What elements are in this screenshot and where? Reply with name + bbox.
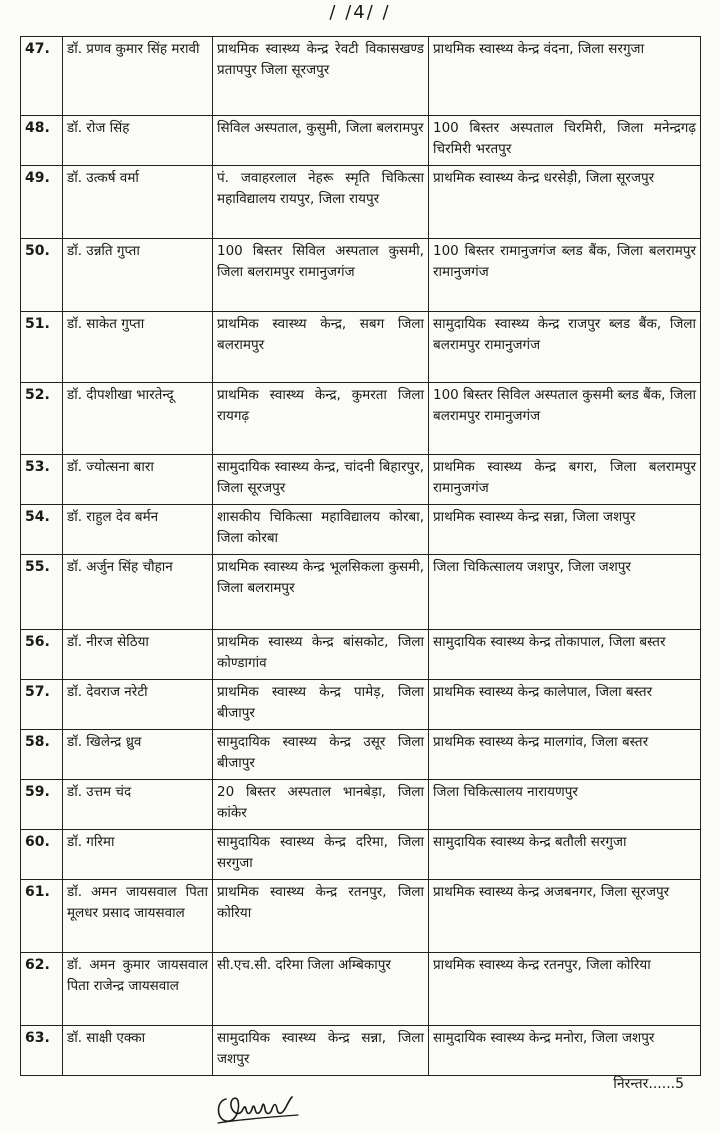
serial-number: 55. bbox=[21, 555, 63, 630]
officer-name: डॉ. प्रणव कुमार सिंह मरावी bbox=[63, 37, 213, 116]
current-posting: सी.एच.सी. दरिमा जिला अम्बिकापुर bbox=[213, 953, 429, 1026]
current-posting: शासकीय चिकित्सा महाविद्यालय कोरबा, जिला कोरबा bbox=[213, 505, 429, 555]
continued-note: निरन्तर......5 bbox=[613, 1076, 684, 1092]
officer-name: डॉ. उत्कर्ष वर्मा bbox=[63, 166, 213, 239]
current-posting: प्राथमिक स्वास्थ्य केन्द्र, सबग जिला बलरामपुर bbox=[213, 312, 429, 383]
table-row bbox=[21, 37, 701, 116]
officer-name: डॉ. दीपशीखा भारतेन्दू bbox=[63, 383, 213, 455]
current-posting: प्राथमिक स्वास्थ्य केन्द्र रेवटी विकासखण्ड प्रतापपुर जिला सूरजपुर bbox=[213, 37, 429, 116]
new-posting: सामुदायिक स्वास्थ्य केन्द्र राजपुर ब्लड बैंक, जिला बलरामपुर रामानुजगंज bbox=[429, 312, 701, 383]
officer-name: डॉ. अर्जुन सिंह चौहान bbox=[63, 555, 213, 630]
table-row bbox=[21, 780, 701, 830]
new-posting: प्राथमिक स्वास्थ्य केन्द्र बगरा, जिला बलरामपुर रामानुजगंज bbox=[429, 455, 701, 505]
table-row bbox=[21, 116, 701, 166]
officer-name: डॉ. साकेत गुप्ता bbox=[63, 312, 213, 383]
officer-name: डॉ. ज्योत्सना बारा bbox=[63, 455, 213, 505]
table-row bbox=[21, 730, 701, 780]
table-row bbox=[21, 680, 701, 730]
new-posting: प्राथमिक स्वास्थ्य केन्द्र रतनपुर, जिला कोरिया bbox=[429, 953, 701, 1026]
new-posting: सामुदायिक स्वास्थ्य केन्द्र तोकापाल, जिला बस्तर bbox=[429, 630, 701, 680]
serial-number: 57. bbox=[21, 680, 63, 730]
new-posting: 100 बिस्तर रामानुजगंज ब्लड बैंक, जिला बलरामपुर रामानुजगंज bbox=[429, 239, 701, 312]
officer-name: डॉ. राहुल देव बर्मन bbox=[63, 505, 213, 555]
table-row bbox=[21, 630, 701, 680]
serial-number: 56. bbox=[21, 630, 63, 680]
new-posting: प्राथमिक स्वास्थ्य केन्द्र मालगांव, जिला बस्तर bbox=[429, 730, 701, 780]
serial-number: 47. bbox=[21, 37, 63, 116]
current-posting: 100 बिस्तर सिविल अस्पताल कुसमी, जिला बलरामपुर रामानुजगंज bbox=[213, 239, 429, 312]
new-posting: जिला चिकित्सालय नारायणपुर bbox=[429, 780, 701, 830]
serial-number: 63. bbox=[21, 1026, 63, 1076]
table-row bbox=[21, 555, 701, 630]
current-posting: सामुदायिक स्वास्थ्य केन्द्र सन्ना, जिला जशपुर bbox=[213, 1026, 429, 1076]
current-posting: सामुदायिक स्वास्थ्य केन्द्र, चांदनी बिहारपुर, जिला सूरजपुर bbox=[213, 455, 429, 505]
table-row bbox=[21, 166, 701, 239]
new-posting: प्राथमिक स्वास्थ्य केन्द्र सन्ना, जिला जशपुर bbox=[429, 505, 701, 555]
serial-number: 61. bbox=[21, 880, 63, 953]
table-body bbox=[21, 37, 701, 1076]
serial-number: 48. bbox=[21, 116, 63, 166]
new-posting: 100 बिस्तर सिविल अस्पताल कुसमी ब्लड बैंक, जिला बलरामपुर रामानुजगंज bbox=[429, 383, 701, 455]
signature-icon bbox=[212, 1085, 304, 1131]
new-posting: प्राथमिक स्वास्थ्य केन्द्र वंदना, जिला सरगुजा bbox=[429, 37, 701, 116]
officer-name: डॉ. उन्नति गुप्ता bbox=[63, 239, 213, 312]
current-posting: सिविल अस्पताल, कुसुमी, जिला बलरामपुर bbox=[213, 116, 429, 166]
transfer-table bbox=[20, 36, 701, 1076]
new-posting: सामुदायिक स्वास्थ्य केन्द्र बतौली सरगुजा bbox=[429, 830, 701, 880]
table-row bbox=[21, 383, 701, 455]
serial-number: 50. bbox=[21, 239, 63, 312]
table-row bbox=[21, 239, 701, 312]
current-posting: 20 बिस्तर अस्पताल भानबेड़ा, जिला कांकेर bbox=[213, 780, 429, 830]
new-posting: सामुदायिक स्वास्थ्य केन्द्र मनोरा, जिला जशपुर bbox=[429, 1026, 701, 1076]
officer-name: डॉ. खिलेन्द्र ध्रुव bbox=[63, 730, 213, 780]
new-posting: प्राथमिक स्वास्थ्य केन्द्र कालेपाल, जिला बस्तर bbox=[429, 680, 701, 730]
table-row bbox=[21, 953, 701, 1026]
serial-number: 51. bbox=[21, 312, 63, 383]
table-row bbox=[21, 880, 701, 953]
current-posting: प्राथमिक स्वास्थ्य केन्द्र भूलसिकला कुसमी, जिला बलरामपुर bbox=[213, 555, 429, 630]
new-posting: प्राथमिक स्वास्थ्य केन्द्र अजबनगर, जिला सूरजपुर bbox=[429, 880, 701, 953]
table-row bbox=[21, 1026, 701, 1076]
officer-name: डॉ. देवराज नरेटी bbox=[63, 680, 213, 730]
current-posting: पं. जवाहरलाल नेहरू स्मृति चिकित्सा महाविद्यालय रायपुर, जिला रायपुर bbox=[213, 166, 429, 239]
current-posting: प्राथमिक स्वास्थ्य केन्द्र, कुमरता जिला रायगढ़ bbox=[213, 383, 429, 455]
officer-name: डॉ. नीरज सेठिया bbox=[63, 630, 213, 680]
table-row bbox=[21, 505, 701, 555]
current-posting: प्राथमिक स्वास्थ्य केन्द्र पामेड़, जिला बीजापुर bbox=[213, 680, 429, 730]
officer-name: डॉ. साक्षी एक्का bbox=[63, 1026, 213, 1076]
current-posting: प्राथमिक स्वास्थ्य केन्द्र रतनपुर, जिला कोरिया bbox=[213, 880, 429, 953]
serial-number: 54. bbox=[21, 505, 63, 555]
serial-number: 53. bbox=[21, 455, 63, 505]
officer-name: डॉ. उत्तम चंद bbox=[63, 780, 213, 830]
table-row bbox=[21, 455, 701, 505]
new-posting: 100 बिस्तर अस्पताल चिरमिरी, जिला मनेन्द्रगढ़ चिरमिरी भरतपुर bbox=[429, 116, 701, 166]
serial-number: 60. bbox=[21, 830, 63, 880]
serial-number: 49. bbox=[21, 166, 63, 239]
serial-number: 58. bbox=[21, 730, 63, 780]
officer-name: डॉ. अमन जायसवाल पिता मूलधर प्रसाद जायसवाल bbox=[63, 880, 213, 953]
table-row bbox=[21, 830, 701, 880]
table-row bbox=[21, 312, 701, 383]
new-posting: प्राथमिक स्वास्थ्य केन्द्र धरसेड़ी, जिला सूरजपुर bbox=[429, 166, 701, 239]
current-posting: प्राथमिक स्वास्थ्य केन्द्र बांसकोट, जिला कोण्डागांव bbox=[213, 630, 429, 680]
officer-name: डॉ. गरिमा bbox=[63, 830, 213, 880]
page-number: / /4/ / bbox=[329, 2, 391, 23]
current-posting: सामुदायिक स्वास्थ्य केन्द्र दरिमा, जिला सरगुजा bbox=[213, 830, 429, 880]
current-posting: सामुदायिक स्वास्थ्य केन्द्र उसूर जिला बीजापुर bbox=[213, 730, 429, 780]
new-posting: जिला चिकित्सालय जशपुर, जिला जशपुर bbox=[429, 555, 701, 630]
serial-number: 59. bbox=[21, 780, 63, 830]
officer-name: डॉ. अमन कुमार जायसवाल पिता राजेन्द्र जायसवाल bbox=[63, 953, 213, 1026]
serial-number: 62. bbox=[21, 953, 63, 1026]
serial-number: 52. bbox=[21, 383, 63, 455]
officer-name: डॉ. रोज सिंह bbox=[63, 116, 213, 166]
